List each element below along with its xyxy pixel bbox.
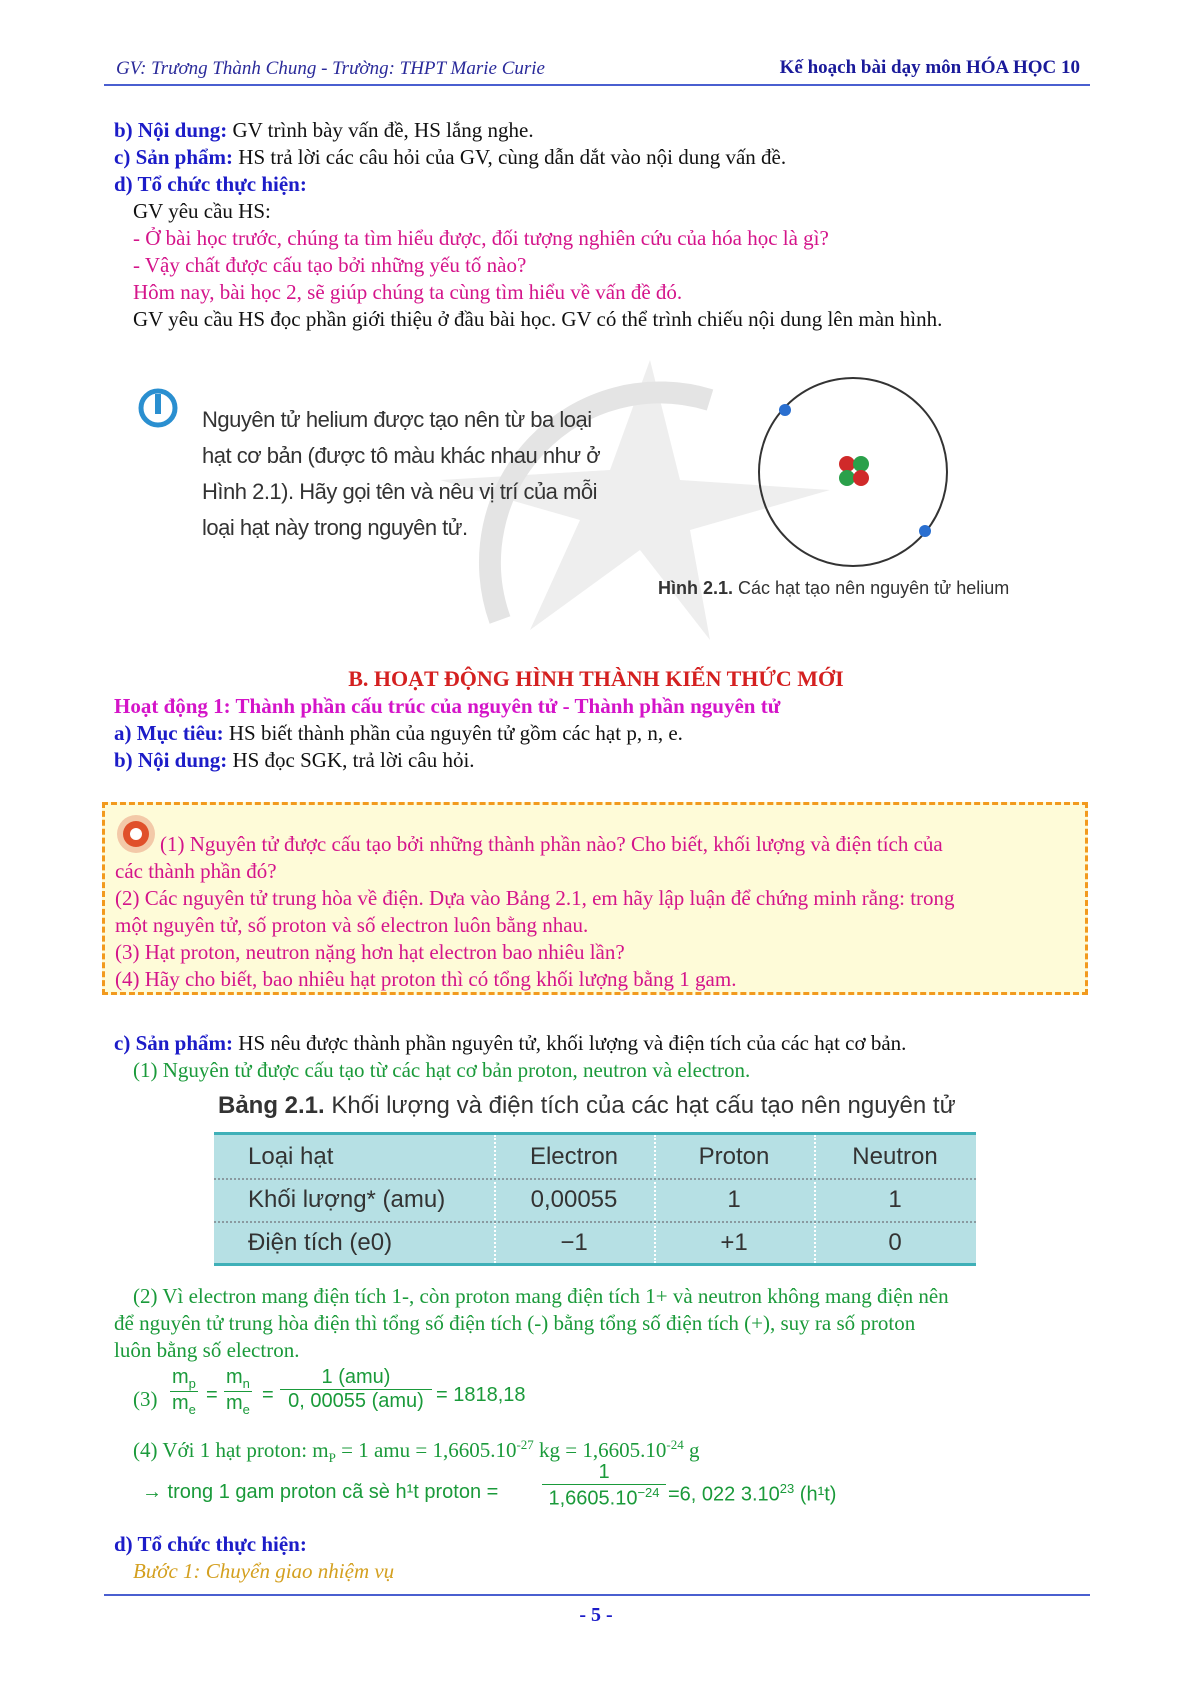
answer-2a: (2) Vì electron mang điện tích 1-, còn proton mang điện tích 1+ và neutron không mang điện nên [133, 1284, 949, 1308]
intro-b: b) Nội dung: GV trình bày vấn đề, HS lắng nghe. [114, 118, 534, 142]
table-cell: 1 [888, 1186, 902, 1213]
answer-5-result: =6, 022 3.10$^{23}$ (h¹t) [668, 1481, 837, 1506]
table-cell: 0,00055 [530, 1186, 618, 1213]
section-a: a) Mục tiêu: HS biết thành phần của nguyên tử gồm các hạt p, n, e. [114, 721, 683, 745]
intro-c: c) Sản phẩm: HS trả lời các câu hỏi của GV, cùng dẫn dắt vào nội dung vấn đề. [114, 145, 787, 169]
table-header: Proton [698, 1143, 770, 1170]
fraction-proton-count: $\frac{1}{1,6605.10^{-24}}$ [542, 1461, 666, 1511]
section-b: b) Nội dung: HS đọc SGK, trả lời câu hỏi. [114, 748, 475, 772]
table-title: Bảng 2.1. Khối lượng và điện tích của các hạt cấu tạo nên nguyên tử [218, 1092, 956, 1119]
question-3: (3) Hạt proton, neutron nặng hơn hạt electron bao nhiêu lần? [115, 940, 625, 964]
intro-l4: Hôm nay, bài học 2, sẽ giúp chúng ta cùng tìm hiểu về vấn đề đó. [133, 280, 683, 304]
header-left: GV: Trương Thành Chung - Trường: THPT Marie Curie [116, 58, 545, 79]
table-header: Loại hạt [248, 1143, 334, 1170]
fraction-mp-me: $\frac{m_p}{m_e}$ [172, 1366, 196, 1417]
equals-sign: = [262, 1384, 274, 1406]
question-box [102, 802, 1088, 995]
answer-4: (4) Với 1 hạt proton: $m_P = 1$ amu = $1,6605.10^{-27}$ kg = $1,6605.10^{-24}$ g [133, 1437, 700, 1466]
answer-2b: để nguyên tử trung hòa điện thì tổng số điện tích (-) bằng tổng số điện tích (+), suy ra số proton [114, 1311, 916, 1335]
header-right: Kế hoạch bài dạy môn HÓA HỌC 10 [779, 57, 1080, 78]
table-cell: +1 [720, 1229, 748, 1256]
answer-3-result: = 1818,18 [436, 1384, 526, 1406]
fraction-amu: 1 (amu) 0, 00055 (amu) [280, 1366, 432, 1413]
fraction-mn-me: $\frac{m_n}{m_e}$ [226, 1366, 250, 1417]
page-number: - 5 - [579, 1604, 613, 1626]
intro-l5: GV yêu cầu HS đọc phần giới thiệu ở đầu bài học. GV có thể trình chiếu nội dung lên màn hình. [133, 307, 943, 331]
question-1b: các thành phần đó? [115, 859, 277, 883]
answer-1: (1) Nguyên tử được cấu tạo từ các hạt cơ bản proton, neutron và electron. [133, 1058, 751, 1082]
header-rule [104, 84, 1090, 86]
intro-d: d) Tổ chức thực hiện: [114, 172, 307, 196]
question-1a: (1) Nguyên tử được cấu tạo bởi những thành phần nào? Cho biết, khối lượng và điện tích của [160, 832, 943, 856]
question-2a: (2) Các nguyên tử trung hòa về điện. Dựa vào Bảng 2.1, em hãy lập luận để chứng minh rằng: trong [115, 886, 955, 910]
footer-rule [104, 1594, 1090, 1596]
org-d: d) Tổ chức thực hiện: [114, 1532, 307, 1556]
table-cell: −1 [560, 1229, 588, 1256]
answer-2c: luôn bằng số electron. [114, 1338, 300, 1362]
helium-atom-diagram [755, 372, 955, 572]
table-header: Electron [529, 1143, 619, 1170]
table-cell: 0 [888, 1229, 902, 1256]
section-title: B. HOẠT ĐỘNG HÌNH THÀNH KIẾN THỨC MỚI [348, 666, 844, 691]
answer-3-label: (3) [133, 1387, 158, 1411]
table-cell: Khối lượng* (amu) [248, 1186, 446, 1213]
answer-5-text: → trong 1 gam proton cã sè h¹t proton = [142, 1481, 499, 1503]
step-1: Bước 1: Chuyển giao nhiệm vụ [133, 1559, 395, 1583]
table-header: Neutron [852, 1143, 938, 1170]
intro-l2: - Ở bài học trước, chúng ta tìm hiểu được, đối tượng nghiên cứu của hóa học là gì? [133, 226, 829, 250]
question-4: (4) Hãy cho biết, bao nhiêu hạt proton thì có tổng khối lượng bằng 1 gam. [115, 967, 737, 991]
particle-table [214, 1132, 976, 1266]
table-cell: Điện tích (e0) [248, 1229, 393, 1256]
intro-l1: GV yêu cầu HS: [133, 199, 271, 223]
intro-l3: - Vậy chất được cấu tạo bởi những yếu tố nào? [133, 253, 527, 277]
equals-sign: = [206, 1384, 218, 1406]
figure-text: Nguyên tử helium được tạo nên từ ba loại hạt cơ bản (được tô màu khác nhau như ở Hình 2.1). Hãy gọi tên và nêu vị trí của mỗi loại hạt này trong nguyên tử. [202, 407, 601, 540]
question-2b: một nguyên tử, số proton và số electron luôn bằng nhau. [115, 913, 589, 937]
activity-title: Hoạt động 1: Thành phần cấu trúc của nguyên tử - Thành phần nguyên tử [114, 694, 781, 718]
info-icon [138, 388, 178, 428]
figure-caption: Hình 2.1. Các hạt tạo nên nguyên tử helium [658, 578, 1010, 598]
product-c: c) Sản phẩm: HS nêu được thành phần nguyên tử, khối lượng và điện tích của các hạt cơ bản. [114, 1031, 907, 1055]
table-cell: 1 [727, 1186, 741, 1213]
question-icon [115, 813, 157, 855]
